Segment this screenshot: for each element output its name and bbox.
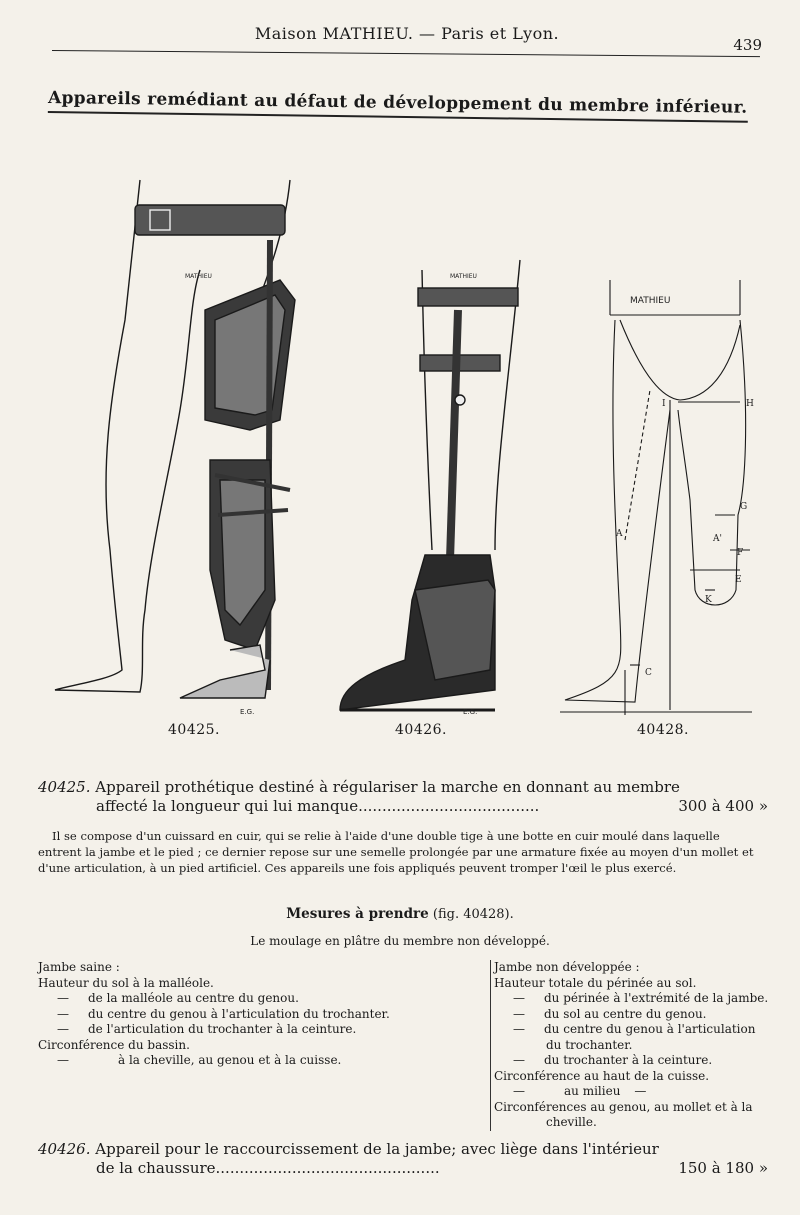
item-title: Appareil prothétique destiné à régulariser la marche en donnant au membre xyxy=(95,778,680,796)
measures-figure-ref: (fig. 40428). xyxy=(432,907,514,922)
item-title: Appareil pour le raccourcissement de la jambe; avec liège dans l'intérieur xyxy=(95,1140,659,1158)
left-heading: Jambe saine : xyxy=(38,960,120,974)
svg-text:MATHIEU: MATHIEU xyxy=(450,273,477,280)
right-heading: Jambe non développée : xyxy=(494,960,640,974)
figure-40428-diagram xyxy=(560,280,754,715)
left-line: Circonférence du bassin. xyxy=(38,1037,190,1052)
item-price: 150 à 180 » xyxy=(678,1159,768,1177)
right-line: — du périnée à l'extrémité de la jambe. xyxy=(513,991,769,1005)
header-rule xyxy=(52,50,760,57)
right-line: Hauteur totale du périnée au sol. xyxy=(494,975,697,990)
right-line: Circonférence au haut de la cuisse. xyxy=(494,1068,710,1083)
figure-label-40428: 40428. xyxy=(637,722,689,738)
svg-text:F: F xyxy=(737,548,744,558)
item-title-continued: de la chaussure............................................... xyxy=(96,1159,440,1177)
svg-text:C: C xyxy=(645,668,652,678)
figure-40426-illustration xyxy=(340,260,520,716)
measures-right-column xyxy=(490,960,769,1131)
figure-label-40425: 40425. xyxy=(168,722,220,738)
svg-text:A': A' xyxy=(713,534,722,544)
right-line: — du centre du genou à l'articulation xyxy=(513,1022,756,1036)
right-line: — au milieu — xyxy=(513,1084,647,1098)
left-line: — à la cheville, au genou et à la cuisse. xyxy=(57,1053,342,1067)
catalog-item-40425 xyxy=(38,778,768,816)
item-number: 40425. xyxy=(38,778,91,796)
svg-text:MATHIEU: MATHIEU xyxy=(630,296,671,306)
item-40425-line2 xyxy=(38,797,768,816)
item-40425-line1 xyxy=(38,778,768,797)
item-40425-description: Il se compose d'un cuissard en cuir, qui se relie à l'aide d'une double tige à une botte en cuir moulé dans laquelle entrent la jambe et le pied ; ce dernier repose sur une semelle prolongée par une armature fixée au moyen d'un mollet et d'une articulation, à un pied artificiel. Ces appareils une fois appliqués peuvent tromper l'œil le plus exercé. xyxy=(38,829,754,875)
right-line: du trochanter. xyxy=(546,1037,633,1052)
left-line: — de la malléole au centre du genou. xyxy=(57,991,299,1005)
measures-left-column xyxy=(38,960,458,1069)
item-title-continued: affecté la longueur qui lui manque...................................... xyxy=(96,797,540,815)
svg-text:MATHIEU: MATHIEU xyxy=(185,273,212,280)
right-line: cheville. xyxy=(546,1115,597,1129)
svg-text:I: I xyxy=(662,399,666,409)
item-price: 300 à 400 » xyxy=(678,797,768,815)
svg-text:H: H xyxy=(746,399,754,409)
figures-area xyxy=(40,170,780,738)
svg-text:E.G.: E.G. xyxy=(463,708,478,716)
right-line: — du trochanter à la ceinture. xyxy=(513,1053,713,1067)
svg-text:E: E xyxy=(735,575,742,585)
running-header: Maison MATHIEU. — Paris et Lyon. xyxy=(254,24,560,43)
item-40426-line2 xyxy=(38,1159,768,1178)
left-line: — de l'articulation du trochanter à la ceinture. xyxy=(57,1022,357,1036)
catalog-item-40426 xyxy=(38,1140,768,1178)
section-title: Appareils remédiant au défaut de développement du membre inférieur. xyxy=(48,88,748,123)
left-line: — du centre du genou à l'articulation du trochanter. xyxy=(57,1006,390,1021)
measures-title: Mesures à prendre xyxy=(286,906,429,922)
right-line: — du sol au centre du genou. xyxy=(513,1006,707,1021)
left-line: Hauteur du sol à la malléole. xyxy=(38,975,214,990)
measures-heading xyxy=(0,906,800,922)
item-number: 40426. xyxy=(38,1140,91,1158)
svg-text:K: K xyxy=(705,595,712,605)
figure-label-40426: 40426. xyxy=(395,722,447,738)
figure-40425-illustration xyxy=(55,180,295,716)
item-40426-line1 xyxy=(38,1140,768,1159)
illustrations xyxy=(40,170,780,730)
svg-text:E.G.: E.G. xyxy=(240,708,255,716)
right-line: Circonférences au genou, au mollet et à la xyxy=(494,1099,753,1114)
page-number: 439 xyxy=(733,36,762,54)
svg-text:G: G xyxy=(740,502,748,512)
svg-text:A: A xyxy=(616,529,623,539)
moulage-note: Le moulage en plâtre du membre non développé. xyxy=(250,934,550,948)
